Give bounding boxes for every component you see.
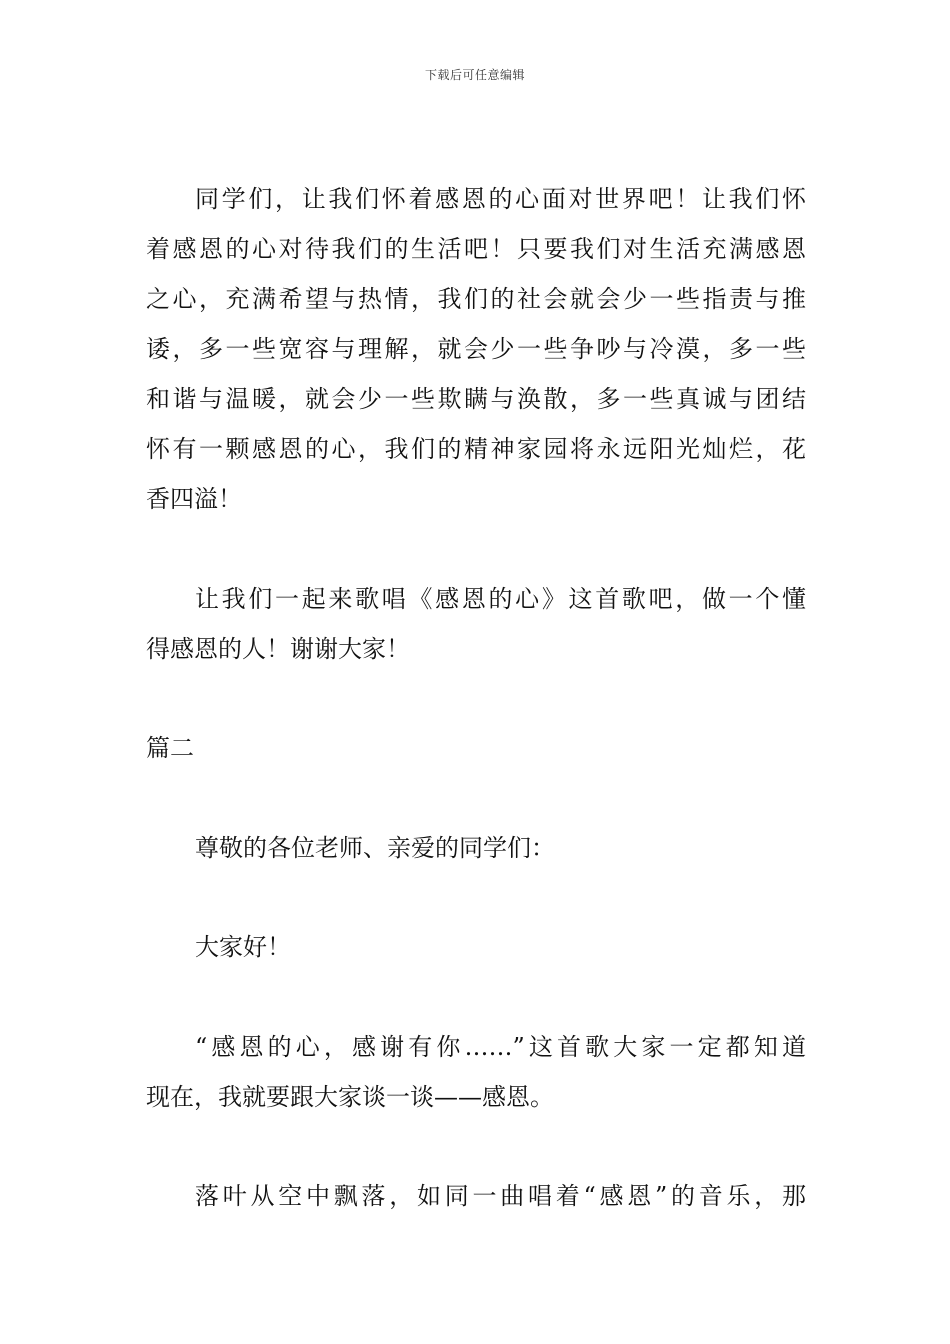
paragraph-line: 诿，多一些宽容与理解，就会少一些争吵与冷漠，多一些 xyxy=(146,335,806,363)
paragraph-line: 现在，我就要跟大家谈一谈——感恩。 xyxy=(146,1083,554,1111)
paragraph-line: 和谐与温暖，就会少一些欺瞒与涣散，多一些真诚与团结 xyxy=(146,385,806,413)
paragraph-line: 得感恩的人！谢谢大家！ xyxy=(146,635,410,663)
paragraph-line: 香四溢！ xyxy=(146,485,242,513)
section-title: 篇二 xyxy=(146,734,194,762)
paragraph-line: 同学们，让我们怀着感恩的心面对世界吧！让我们怀 xyxy=(195,185,806,213)
page-header: 下载后可任意编辑 xyxy=(424,68,525,82)
greeting: 大家好！ xyxy=(195,933,291,961)
paragraph-line: 让我们一起来歌唱《感恩的心》这首歌吧，做一个懂 xyxy=(195,585,806,613)
paragraph-line: 落叶从空中飘落，如同一曲唱着“感恩”的音乐，那 xyxy=(195,1182,806,1210)
paragraph-line: 着感恩的心对待我们的生活吧！只要我们对生活充满感恩 xyxy=(146,235,806,263)
paragraph-line: 怀有一颗感恩的心，我们的精神家园将永远阳光灿烂，花 xyxy=(146,435,806,463)
paragraph-line: 之心，充满希望与热情，我们的社会就会少一些指责与推 xyxy=(146,285,806,313)
salutation: 尊敬的各位老师、亲爱的同学们： xyxy=(195,834,555,862)
paragraph-line: “感恩的心，感谢有你……”这首歌大家一定都知道 xyxy=(195,1033,806,1061)
